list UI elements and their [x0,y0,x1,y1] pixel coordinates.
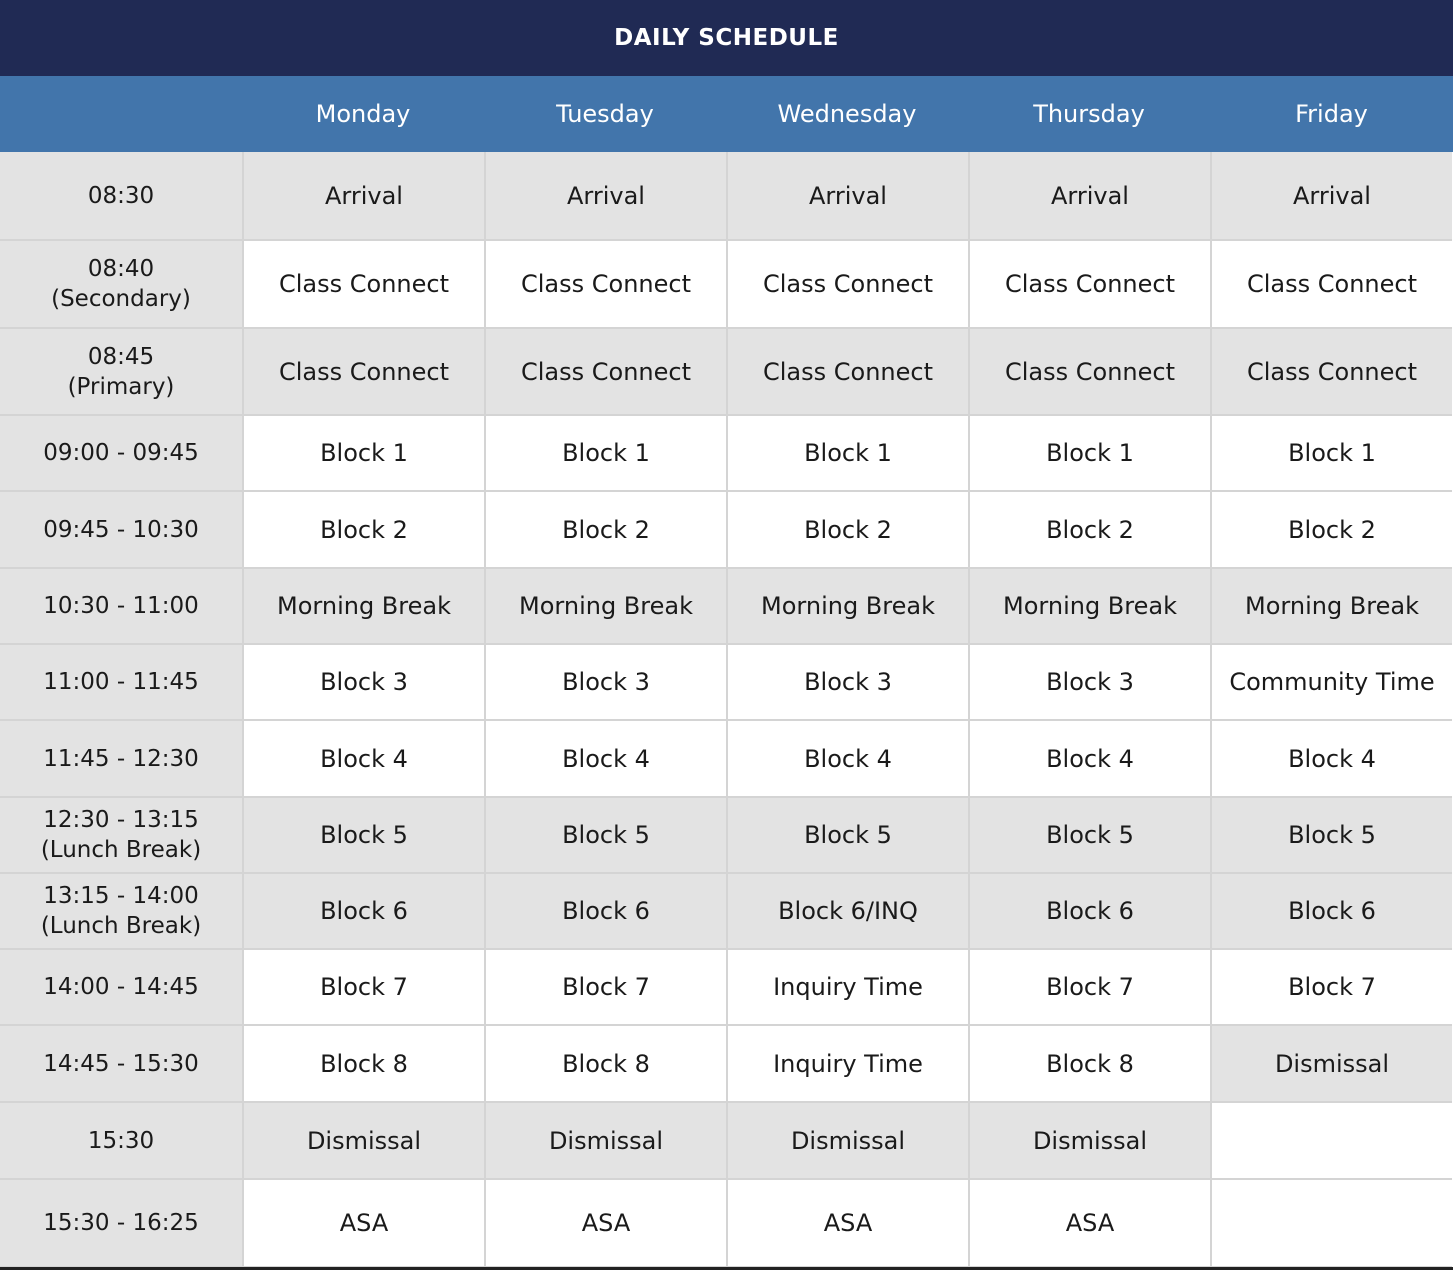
schedule-cell: Class Connect [484,329,726,416]
schedule-cell: Dismissal [484,1103,726,1180]
schedule-cell: Dismissal [1210,1026,1452,1103]
schedule-cell: Class Connect [484,241,726,329]
schedule-cell: Block 8 [968,1026,1210,1103]
schedule-cell: Block 7 [968,950,1210,1026]
schedule-cell [1210,1180,1452,1268]
header-corner [0,76,242,152]
schedule-cell: Block 5 [968,798,1210,874]
schedule-cell: Block 5 [484,798,726,874]
header-day: Thursday [1033,100,1145,128]
header-day: Monday [315,100,411,128]
schedule-cell: Class Connect [968,241,1210,329]
schedule-cell: ASA [968,1180,1210,1268]
schedule-cell: Morning Break [484,569,726,645]
schedule-cell: Morning Break [1210,569,1452,645]
schedule-cell: Block 2 [726,492,968,569]
header-day: Wednesday [777,100,917,128]
time-slot: 08:45 (Primary) [0,329,242,416]
schedule-cell: Arrival [968,152,1210,241]
schedule-cell: Class Connect [726,329,968,416]
schedule-cell: Class Connect [1210,241,1452,329]
schedule-cell: Block 4 [726,721,968,798]
schedule-cell: Morning Break [726,569,968,645]
schedule-cell: Class Connect [968,329,1210,416]
schedule-cell: Block 1 [1210,416,1452,492]
schedule-cell: Block 5 [726,798,968,874]
schedule-cell: Class Connect [242,241,484,329]
schedule-cell: Class Connect [726,241,968,329]
schedule-cell: Block 2 [968,492,1210,569]
schedule-cell: Dismissal [242,1103,484,1180]
schedule-cell: Block 4 [1210,721,1452,798]
schedule-cell: Class Connect [242,329,484,416]
time-slot: 12:30 - 13:15 (Lunch Break) [0,798,242,874]
schedule-cell: Block 6 [1210,874,1452,950]
schedule-cell: Inquiry Time [726,950,968,1026]
schedule-cell: Block 5 [1210,798,1452,874]
schedule-cell: ASA [242,1180,484,1268]
schedule-cell: Arrival [484,152,726,241]
schedule-cell: Block 4 [968,721,1210,798]
time-slot: 15:30 - 16:25 [0,1180,242,1268]
schedule-cell: Block 3 [968,645,1210,721]
schedule-cell: Block 2 [242,492,484,569]
schedule-cell: Block 1 [484,416,726,492]
schedule-cell: Block 1 [968,416,1210,492]
time-slot: 13:15 - 14:00 (Lunch Break) [0,874,242,950]
header-day: Friday [1295,100,1368,128]
schedule-cell: Morning Break [968,569,1210,645]
header-day: Tuesday [556,100,654,128]
schedule-cell: Block 3 [484,645,726,721]
schedule-cell: Dismissal [968,1103,1210,1180]
schedule-cell [1210,1103,1452,1180]
time-slot: 09:45 - 10:30 [0,492,242,569]
schedule-cell: Block 6 [484,874,726,950]
time-slot: 09:00 - 09:45 [0,416,242,492]
day-header-row [0,76,1453,152]
schedule-cell: Block 2 [484,492,726,569]
schedule-cell: Block 7 [242,950,484,1026]
schedule-cell: Class Connect [1210,329,1452,416]
schedule-cell: Arrival [726,152,968,241]
schedule-cell: Inquiry Time [726,1026,968,1103]
schedule-cell: Block 1 [242,416,484,492]
schedule-cell: Block 2 [1210,492,1452,569]
schedule-cell: Block 8 [242,1026,484,1103]
schedule-cell: Block 3 [242,645,484,721]
schedule-grid [0,152,1453,1268]
time-slot: 14:00 - 14:45 [0,950,242,1026]
schedule-cell: ASA [484,1180,726,1268]
time-slot: 11:45 - 12:30 [0,721,242,798]
schedule-cell: Block 1 [726,416,968,492]
schedule-cell: Block 3 [726,645,968,721]
schedule-cell: Block 6 [968,874,1210,950]
schedule-cell: Arrival [242,152,484,241]
schedule-cell: Block 6 [242,874,484,950]
time-slot: 15:30 [0,1103,242,1180]
schedule-cell: ASA [726,1180,968,1268]
schedule-cell: Block 7 [1210,950,1452,1026]
schedule-cell: Block 5 [242,798,484,874]
time-slot: 11:00 - 11:45 [0,645,242,721]
schedule-cell: Morning Break [242,569,484,645]
time-slot: 08:40 (Secondary) [0,241,242,329]
time-slot: 10:30 - 11:00 [0,569,242,645]
schedule-cell: Block 4 [484,721,726,798]
schedule-title: DAILY SCHEDULE [0,0,1453,76]
schedule-cell: Block 8 [484,1026,726,1103]
schedule-cell: Community Time [1210,645,1452,721]
schedule-cell: Block 4 [242,721,484,798]
schedule-cell: Arrival [1210,152,1452,241]
time-slot: 08:30 [0,152,242,241]
schedule-cell: Block 7 [484,950,726,1026]
schedule-cell: Dismissal [726,1103,968,1180]
time-slot: 14:45 - 15:30 [0,1026,242,1103]
schedule-cell: Block 6/INQ [726,874,968,950]
